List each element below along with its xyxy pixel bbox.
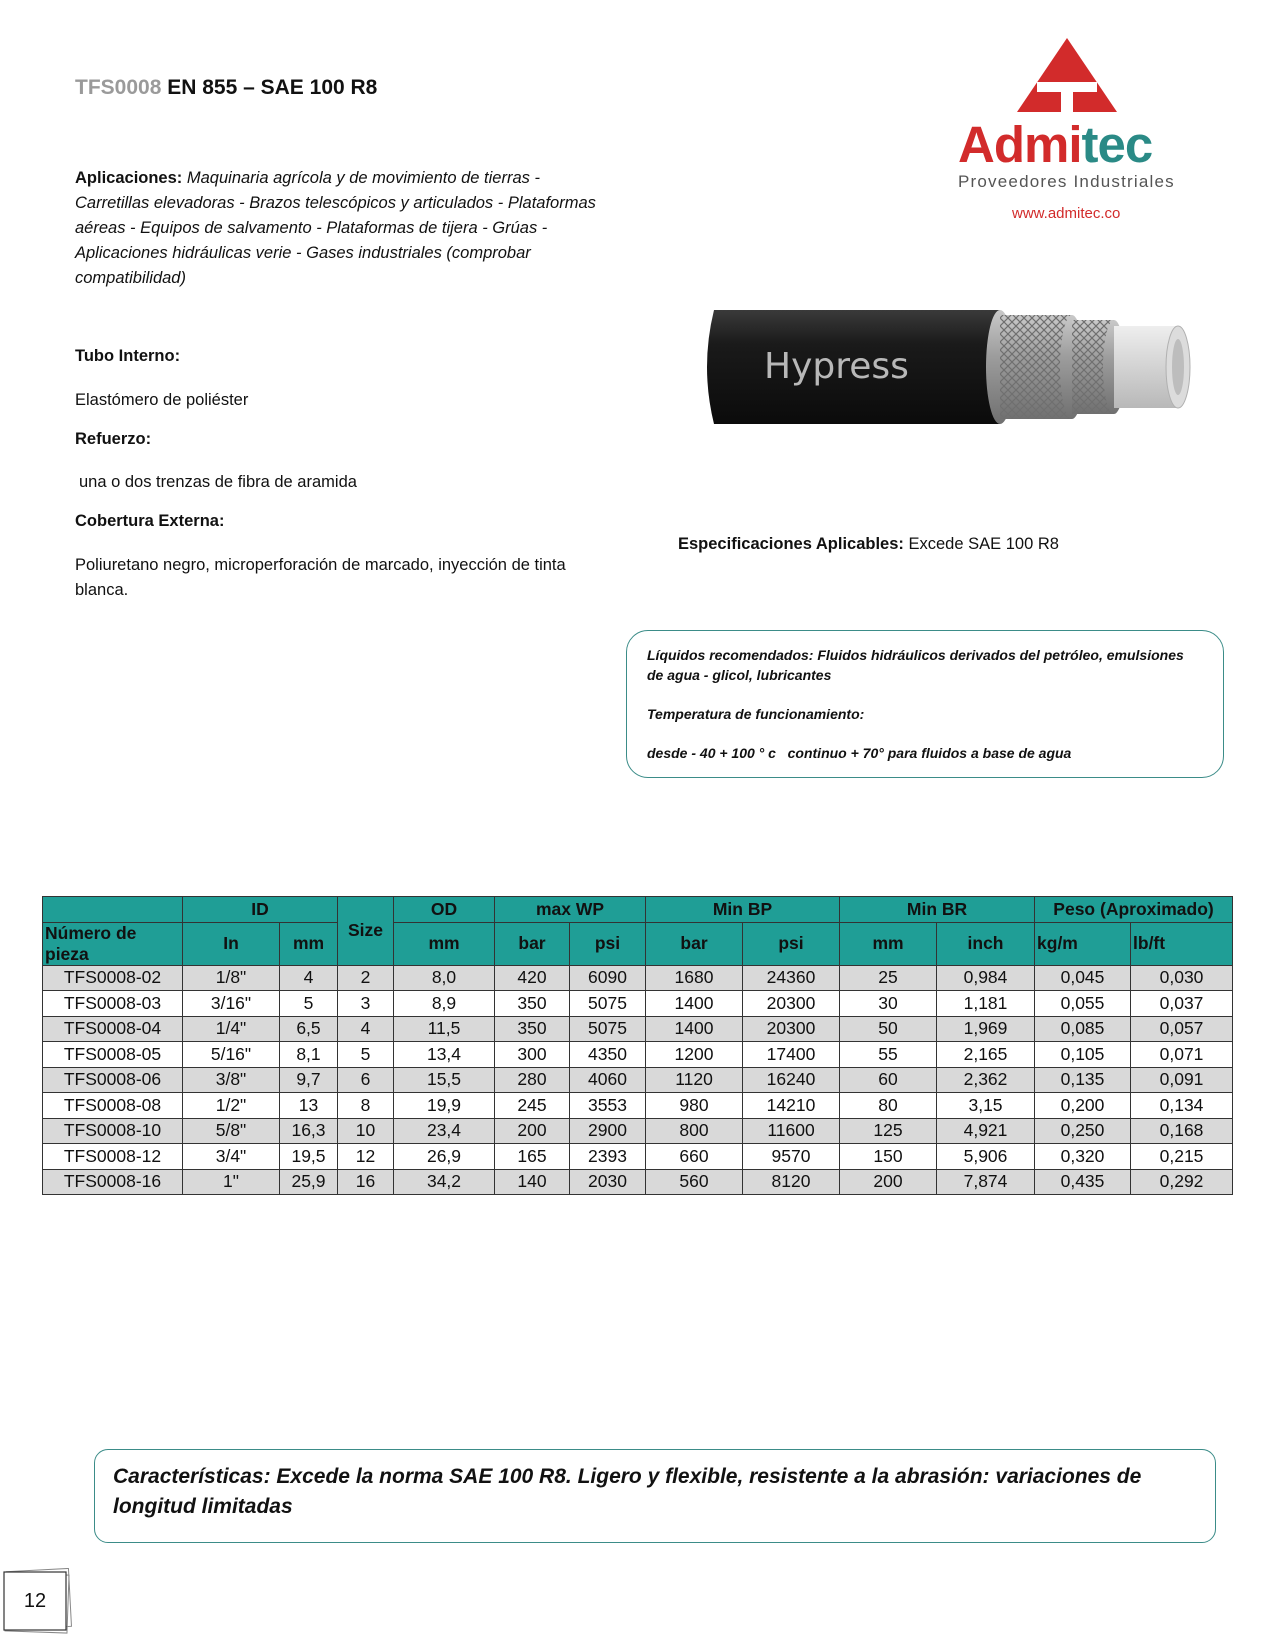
cell-lbft: 0,030 <box>1131 965 1233 991</box>
cell-bp-psi: 24360 <box>743 965 840 991</box>
cell-id-mm: 19,5 <box>280 1144 338 1170</box>
cell-bp-psi: 11600 <box>743 1118 840 1144</box>
cell-id-in: 1/4" <box>183 1016 280 1042</box>
cell-br-mm: 55 <box>840 1042 937 1068</box>
cell-id-mm: 4 <box>280 965 338 991</box>
cell-wp-bar: 420 <box>495 965 570 991</box>
header-bp-bar: bar <box>646 922 743 965</box>
cell-kgm: 0,105 <box>1035 1042 1131 1068</box>
applications-text: Maquinaria agrícola y de movimiento de tierras - Carretillas elevadoras - Brazos telescópicos y articulados - Plataformas aéreas - Equipos de salvamento - Plataformas de tijera - Grúas - Aplicaciones hidráulicas verie - Gases industriales (comprobar compatibilidad) <box>75 169 596 287</box>
cell-part: TFS0008-12 <box>43 1144 183 1170</box>
table-row <box>43 991 1233 1017</box>
cell-od-mm: 8,9 <box>394 991 495 1017</box>
cell-bp-psi: 16240 <box>743 1067 840 1093</box>
header-size: Size <box>338 897 394 966</box>
header-od-mm: mm <box>394 922 495 965</box>
cell-part: TFS0008-08 <box>43 1093 183 1119</box>
cell-bp-psi: 9570 <box>743 1144 840 1170</box>
cell-lbft: 0,037 <box>1131 991 1233 1017</box>
cell-br-mm: 125 <box>840 1118 937 1144</box>
logo-wordmark <box>958 115 1152 174</box>
header-part-blank <box>43 897 183 923</box>
table-row <box>43 1169 1233 1195</box>
cell-wp-psi: 4060 <box>570 1067 646 1093</box>
logo-brand-part2: tec <box>1081 116 1153 173</box>
cell-wp-psi: 2030 <box>570 1169 646 1195</box>
cell-id-in: 3/16" <box>183 991 280 1017</box>
cell-lbft: 0,134 <box>1131 1093 1233 1119</box>
inner-tube-text: Elastómero de poliéster <box>75 391 249 409</box>
header-weight: Peso (Aproximado) <box>1035 897 1233 923</box>
cell-size: 16 <box>338 1169 394 1195</box>
specifications-text: Excede SAE 100 R8 <box>908 535 1059 553</box>
cell-lbft: 0,168 <box>1131 1118 1233 1144</box>
header-od: OD <box>394 897 495 923</box>
cell-size: 12 <box>338 1144 394 1170</box>
cell-wp-psi: 3553 <box>570 1093 646 1119</box>
cell-wp-psi: 6090 <box>570 965 646 991</box>
cell-size: 10 <box>338 1118 394 1144</box>
header-kgm: kg/m <box>1035 922 1131 965</box>
cell-part: TFS0008-10 <box>43 1118 183 1144</box>
header-id-in: In <box>183 922 280 965</box>
cell-lbft: 0,091 <box>1131 1067 1233 1093</box>
cell-bp-psi: 20300 <box>743 1016 840 1042</box>
applications-label: Aplicaciones: <box>75 169 183 187</box>
cell-br-mm: 150 <box>840 1144 937 1170</box>
cell-od-mm: 26,9 <box>394 1144 495 1170</box>
cell-part: TFS0008-06 <box>43 1067 183 1093</box>
cell-id-in: 1/2" <box>183 1093 280 1119</box>
cell-br-inch: 2,165 <box>937 1042 1035 1068</box>
cell-size: 3 <box>338 991 394 1017</box>
table-row <box>43 1042 1233 1068</box>
logo-brand-part1: Admi <box>958 116 1082 173</box>
cell-br-inch: 1,181 <box>937 991 1035 1017</box>
admitec-logo-icon <box>1017 38 1117 112</box>
cell-id-in: 1/8" <box>183 965 280 991</box>
cell-br-mm: 25 <box>840 965 937 991</box>
cell-size: 2 <box>338 965 394 991</box>
cell-bp-psi: 20300 <box>743 991 840 1017</box>
table-body <box>43 965 1233 1195</box>
cell-size: 4 <box>338 1016 394 1042</box>
table-row <box>43 1144 1233 1170</box>
header-part-number: Número de pieza <box>43 922 183 965</box>
specifications-line <box>678 535 1059 554</box>
cell-wp-bar: 245 <box>495 1093 570 1119</box>
cell-br-inch: 7,874 <box>937 1169 1035 1195</box>
cell-wp-psi: 5075 <box>570 991 646 1017</box>
cell-wp-bar: 200 <box>495 1118 570 1144</box>
cell-wp-bar: 140 <box>495 1169 570 1195</box>
features-text: Características: Excede la norma SAE 100 R8. Ligero y flexible, resistente a la abrasión: variaciones de longitud limitadas <box>113 1465 1142 1518</box>
cell-kgm: 0,135 <box>1035 1067 1131 1093</box>
cell-br-inch: 2,362 <box>937 1067 1035 1093</box>
cell-id-mm: 5 <box>280 991 338 1017</box>
logo-subtitle: Proveedores Industriales <box>958 172 1175 191</box>
table-row <box>43 965 1233 991</box>
cell-wp-psi: 2393 <box>570 1144 646 1170</box>
cell-wp-bar: 165 <box>495 1144 570 1170</box>
table-row <box>43 1093 1233 1119</box>
cover-label: Cobertura Externa: <box>75 512 225 530</box>
applications-paragraph <box>75 166 605 291</box>
cell-lbft: 0,071 <box>1131 1042 1233 1068</box>
header-max-wp: max WP <box>495 897 646 923</box>
table-header-sub <box>43 922 1233 965</box>
cell-br-inch: 0,984 <box>937 965 1035 991</box>
header-br-inch: inch <box>937 922 1035 965</box>
cell-br-inch: 5,906 <box>937 1144 1035 1170</box>
cell-bp-bar: 980 <box>646 1093 743 1119</box>
inner-tube-label: Tubo Interno: <box>75 347 181 365</box>
cell-part: TFS0008-02 <box>43 965 183 991</box>
product-code: TFS0008 <box>75 76 162 99</box>
temperature-label: Temperatura de funcionamiento: <box>647 706 865 722</box>
cell-id-mm: 25,9 <box>280 1169 338 1195</box>
header-wp-psi: psi <box>570 922 646 965</box>
specs-table <box>42 896 1233 1195</box>
cell-bp-psi: 17400 <box>743 1042 840 1068</box>
cell-wp-bar: 300 <box>495 1042 570 1068</box>
cell-kgm: 0,435 <box>1035 1169 1131 1195</box>
cell-br-mm: 80 <box>840 1093 937 1119</box>
cover-text: Poliuretano negro, microperforación de marcado, inyección de tinta blanca. <box>75 556 566 599</box>
cell-wp-psi: 5075 <box>570 1016 646 1042</box>
cell-br-mm: 30 <box>840 991 937 1017</box>
cell-size: 5 <box>338 1042 394 1068</box>
reinforcement-text: una o dos trenzas de fibra de aramida <box>79 473 357 491</box>
cell-br-mm: 50 <box>840 1016 937 1042</box>
table-row <box>43 1067 1233 1093</box>
table-header-top <box>43 897 1233 923</box>
cell-bp-bar: 1400 <box>646 1016 743 1042</box>
cell-bp-bar: 1400 <box>646 991 743 1017</box>
cell-wp-bar: 350 <box>495 991 570 1017</box>
cell-br-inch: 4,921 <box>937 1118 1035 1144</box>
cell-bp-bar: 800 <box>646 1118 743 1144</box>
header-min-bp: Min BP <box>646 897 840 923</box>
cell-bp-bar: 1680 <box>646 965 743 991</box>
cell-od-mm: 23,4 <box>394 1118 495 1144</box>
cell-od-mm: 11,5 <box>394 1016 495 1042</box>
cell-bp-bar: 1200 <box>646 1042 743 1068</box>
cell-wp-bar: 280 <box>495 1067 570 1093</box>
cell-br-inch: 3,15 <box>937 1093 1035 1119</box>
cell-od-mm: 15,5 <box>394 1067 495 1093</box>
header-br-mm: mm <box>840 922 937 965</box>
cell-kgm: 0,045 <box>1035 965 1131 991</box>
table-row <box>43 1016 1233 1042</box>
header-id-mm: mm <box>280 922 338 965</box>
header-lbft: lb/ft <box>1131 922 1233 965</box>
cell-id-in: 3/8" <box>183 1067 280 1093</box>
cell-wp-psi: 2900 <box>570 1118 646 1144</box>
cell-part: TFS0008-04 <box>43 1016 183 1042</box>
cell-id-mm: 13 <box>280 1093 338 1119</box>
cell-br-inch: 1,969 <box>937 1016 1035 1042</box>
cell-id-in: 5/16" <box>183 1042 280 1068</box>
cell-part: TFS0008-03 <box>43 991 183 1017</box>
cell-bp-bar: 660 <box>646 1144 743 1170</box>
hose-image <box>700 306 1220 431</box>
reinforcement-label: Refuerzo: <box>75 430 152 448</box>
cell-kgm: 0,250 <box>1035 1118 1131 1144</box>
page-title <box>75 76 377 100</box>
fluids-box <box>626 630 1224 778</box>
cell-size: 8 <box>338 1093 394 1119</box>
header-min-br: Min BR <box>840 897 1035 923</box>
cell-wp-bar: 350 <box>495 1016 570 1042</box>
cell-wp-psi: 4350 <box>570 1042 646 1068</box>
cell-bp-psi: 14210 <box>743 1093 840 1119</box>
cell-kgm: 0,200 <box>1035 1093 1131 1119</box>
cell-kgm: 0,085 <box>1035 1016 1131 1042</box>
cell-id-mm: 8,1 <box>280 1042 338 1068</box>
logo-url[interactable]: www.admitec.co <box>1012 205 1121 222</box>
cell-lbft: 0,215 <box>1131 1144 1233 1170</box>
cell-od-mm: 34,2 <box>394 1169 495 1195</box>
cell-id-mm: 16,3 <box>280 1118 338 1144</box>
cell-bp-bar: 1120 <box>646 1067 743 1093</box>
cell-od-mm: 13,4 <box>394 1042 495 1068</box>
header-bp-psi: psi <box>743 922 840 965</box>
fluids-text: Líquidos recomendados: Fluidos hidráulicos derivados del petróleo, emulsiones de agua - glicol, lubricantes <box>647 647 1184 683</box>
cell-od-mm: 19,9 <box>394 1093 495 1119</box>
specifications-label: Especificaciones Aplicables: <box>678 535 904 553</box>
features-box <box>94 1449 1216 1543</box>
cell-br-mm: 60 <box>840 1067 937 1093</box>
cell-br-mm: 200 <box>840 1169 937 1195</box>
cell-id-mm: 9,7 <box>280 1067 338 1093</box>
cell-kgm: 0,055 <box>1035 991 1131 1017</box>
cell-part: TFS0008-16 <box>43 1169 183 1195</box>
cell-lbft: 0,057 <box>1131 1016 1233 1042</box>
header-wp-bar: bar <box>495 922 570 965</box>
cell-bp-bar: 560 <box>646 1169 743 1195</box>
cell-size: 6 <box>338 1067 394 1093</box>
hose-brand-text: Hypress <box>764 346 909 387</box>
cell-od-mm: 8,0 <box>394 965 495 991</box>
cell-id-in: 5/8" <box>183 1118 280 1144</box>
cell-kgm: 0,320 <box>1035 1144 1131 1170</box>
table-row <box>43 1118 1233 1144</box>
cell-id-in: 1" <box>183 1169 280 1195</box>
cell-id-mm: 6,5 <box>280 1016 338 1042</box>
temperature-value: desde - 40 + 100 ° c continuo + 70° para fluidos a base de agua <box>647 745 1072 761</box>
header-id: ID <box>183 897 338 923</box>
cell-id-in: 3/4" <box>183 1144 280 1170</box>
product-standard: EN 855 – SAE 100 R8 <box>167 76 378 99</box>
cell-part: TFS0008-05 <box>43 1042 183 1068</box>
page-number: 12 <box>23 1590 47 1612</box>
cell-lbft: 0,292 <box>1131 1169 1233 1195</box>
cell-bp-psi: 8120 <box>743 1169 840 1195</box>
